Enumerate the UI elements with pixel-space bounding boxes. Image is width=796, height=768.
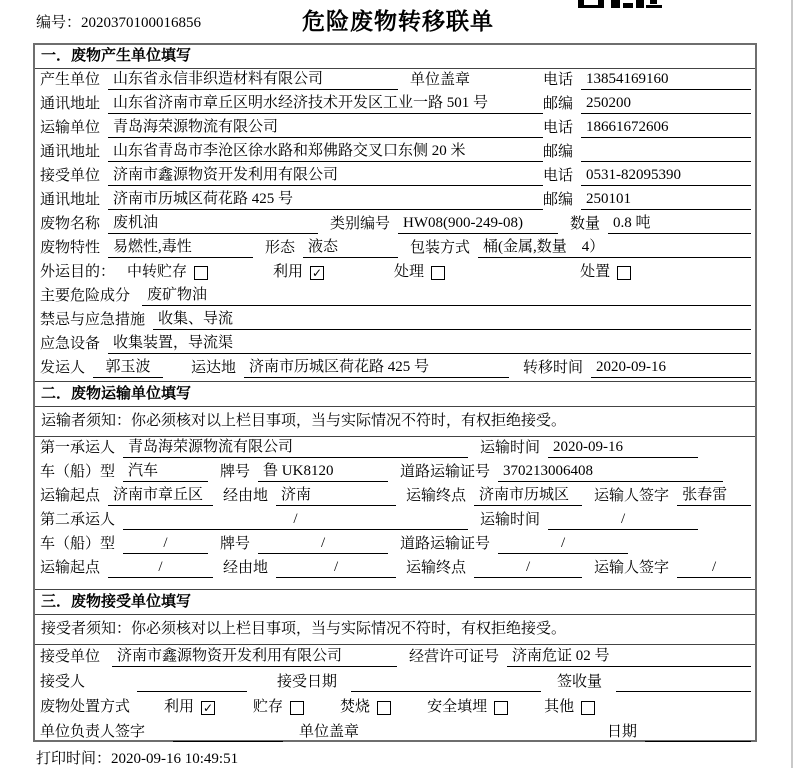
- plate2-value: /: [258, 534, 388, 554]
- transport-zip-label: 邮编: [543, 144, 574, 160]
- waste-name-value: 废机油: [108, 214, 318, 234]
- row-transport-address: [35, 141, 755, 165]
- row-transfer-purpose: [35, 261, 755, 285]
- road-permit1-value: 370213006408: [498, 462, 723, 482]
- dispatcher-value: 郭玉波: [93, 358, 163, 378]
- purpose-utilize-checkbox: ✓: [312, 266, 323, 280]
- packing-value: 桶(金属,数量 4）: [478, 238, 751, 258]
- date3-value: [645, 723, 751, 742]
- route2-sign-value: /: [677, 558, 751, 578]
- date3-label: 日期: [607, 724, 638, 740]
- route2-end-value: /: [474, 558, 582, 578]
- plate2-label: 牌号: [220, 536, 251, 552]
- unit-seal-label: 单位盖章: [410, 72, 471, 88]
- row-vehicle1: [35, 461, 755, 485]
- section-2-header: 二．废物运输单位填写: [35, 381, 755, 407]
- disposal-storage-checkbox: [290, 701, 304, 715]
- transfer-time-value: 2020-09-16: [591, 358, 751, 378]
- receive-phone-label: 电话: [543, 168, 574, 184]
- transporter-notice: 运输者须知：你必须核对以上栏目事项，当与实际情况不符时，有权拒绝接受。: [35, 407, 755, 437]
- second-carrier-value: /: [123, 510, 468, 530]
- producer-address-label: 通讯地址: [40, 96, 101, 112]
- row-acceptor: [35, 670, 755, 695]
- route2-via-label: 经由地: [223, 560, 269, 576]
- route1-start-value: 济南市章丘区: [108, 486, 213, 506]
- taboo-measures-label: 禁忌与应急措施: [40, 312, 146, 328]
- road-permit2-label: 道路运输证号: [400, 536, 491, 552]
- route2-start-value: /: [108, 558, 213, 578]
- transport-address-label: 通讯地址: [40, 144, 101, 160]
- road-permit1-label: 道路运输证号: [400, 464, 491, 480]
- row-producer-unit: [35, 69, 755, 93]
- purpose-option-dispose-label: 处置: [580, 264, 611, 280]
- section-3-header: 三．废物接受单位填写: [35, 589, 755, 615]
- waste-props-value: 易燃性,毒性: [108, 238, 253, 258]
- disposal-incinerate-label: 焚烧: [340, 699, 371, 715]
- unit-seal3-label: 单位盖章: [299, 724, 360, 740]
- responsible-signature-label: 单位负责人签字: [40, 724, 146, 740]
- emergency-equipment-label: 应急设备: [40, 336, 101, 352]
- row-dispatch: [35, 357, 755, 381]
- producer-zip-label: 邮编: [543, 96, 574, 112]
- quantity-value: 0.8 吨: [608, 214, 751, 234]
- qr-code-fragment-icon: [578, 0, 662, 9]
- page-title: 危险废物转移联单: [302, 9, 494, 34]
- row-receive-address: [35, 189, 755, 213]
- row-signature: [35, 720, 755, 745]
- dispatcher-label: 发运人: [40, 360, 86, 376]
- received-qty-value: [616, 673, 751, 692]
- route1-via-value: 济南: [276, 486, 396, 506]
- transfer-purpose-label: 外运目的：: [40, 264, 116, 280]
- disposal-other-label: 其他: [544, 699, 575, 715]
- purpose-dispose-checkbox: [617, 266, 631, 280]
- row-route1: [35, 485, 755, 509]
- vehicle-type2-value: /: [123, 534, 208, 554]
- receive-unit-label: 接受单位: [40, 168, 101, 184]
- transport-unit-value: 青岛海荣源物流有限公司: [108, 118, 543, 138]
- receive-unit-value: 济南市鑫源物资开发利用有限公司: [108, 166, 543, 186]
- receive-zip-label: 邮编: [543, 192, 574, 208]
- print-time-value: 2020-09-16 10:49:51: [111, 751, 239, 767]
- producer-phone-value: 13854169160: [581, 70, 751, 90]
- route2-start-label: 运输起点: [40, 560, 101, 576]
- disposal-method-label: 废物处置方式: [40, 699, 131, 715]
- receive-address-value: 济南市历城区荷花路 425 号: [108, 190, 543, 210]
- receive-address-label: 通讯地址: [40, 192, 101, 208]
- producer-phone-label: 电话: [542, 72, 573, 88]
- receiving-unit-value: 济南市鑫源物资开发利用有限公司: [112, 647, 397, 667]
- purpose-option-storage-label: 中转贮存: [127, 264, 188, 280]
- disposal-storage-label: 贮存: [253, 699, 284, 715]
- route1-via-label: 经由地: [223, 488, 269, 504]
- license-value: 济南危证 02 号: [507, 647, 751, 667]
- vehicle-type1-label: 车（船）型: [40, 464, 116, 480]
- route2-sign-label: 运输人签字: [594, 560, 670, 576]
- transport-time2-label: 运输时间: [480, 512, 541, 528]
- row-taboo-measures: [35, 309, 755, 333]
- destination-label: 运达地: [191, 360, 237, 376]
- plate1-label: 牌号: [220, 464, 251, 480]
- transport-zip-value: [581, 143, 751, 162]
- doc-number-label: 编号：: [36, 15, 82, 31]
- disposal-incinerate-checkbox: [377, 701, 391, 715]
- row-receiving-unit: [35, 645, 755, 670]
- row-route2: [35, 557, 755, 581]
- transport-unit-label: 运输单位: [40, 120, 101, 136]
- road-permit2-value: /: [498, 534, 628, 554]
- producer-zip-value: 250200: [581, 94, 751, 114]
- transport-time1-label: 运输时间: [480, 440, 541, 456]
- producer-unit-label: 产生单位: [40, 72, 101, 88]
- producer-address-value: 山东省济南市章丘区明水经济技术开发区工业一路 501 号: [108, 94, 543, 114]
- transport-phone-label: 电话: [543, 120, 574, 136]
- acceptor-value: [137, 673, 247, 692]
- route1-sign-label: 运输人签字: [594, 488, 670, 504]
- row-transport-unit: [35, 117, 755, 141]
- doc-number-value: 2020370100016856: [81, 15, 202, 31]
- transfer-time-label: 转移时间: [523, 360, 584, 376]
- disposal-landfill-label: 安全填埋: [427, 699, 488, 715]
- second-carrier-label: 第二承运人: [40, 512, 116, 528]
- disposal-utilize-checkbox: ✓: [203, 701, 214, 715]
- disposal-other-checkbox: [581, 701, 595, 715]
- transport-time2-value: /: [548, 510, 698, 530]
- route1-end-label: 运输终点: [406, 488, 467, 504]
- receive-zip-value: 250101: [581, 190, 751, 210]
- form-state-value: 液态: [303, 238, 398, 258]
- row-emergency-equipment: [35, 333, 755, 357]
- disposal-landfill-checkbox: [494, 701, 508, 715]
- category-code-value: HW08(900-249-08): [398, 214, 558, 234]
- purpose-option-utilize-label: 利用: [273, 264, 304, 280]
- section-2-bottom-gap: [35, 581, 755, 589]
- transport-time1-value: 2020-09-16: [548, 438, 698, 458]
- purpose-treat-checkbox: [431, 266, 445, 280]
- route1-end-value: 济南市历城区: [474, 486, 582, 506]
- route1-start-label: 运输起点: [40, 488, 101, 504]
- taboo-measures-value: 收集、导流: [153, 310, 751, 330]
- plate1-value: 鲁 UK8120: [258, 462, 388, 482]
- purpose-option-treat-label: 处理: [394, 264, 425, 280]
- category-code-label: 类别编号: [330, 216, 391, 232]
- accept-date-value: [351, 673, 541, 692]
- row-producer-address: [35, 93, 755, 117]
- route1-sign-value: 张春雷: [677, 486, 751, 506]
- row-waste-props: [35, 237, 755, 261]
- form-state-label: 形态: [265, 240, 296, 256]
- row-disposal-method: [35, 695, 755, 720]
- first-carrier-value: 青岛海荣源物流有限公司: [123, 438, 468, 458]
- waste-props-label: 废物特性: [40, 240, 101, 256]
- vehicle-type1-value: 汽车: [123, 462, 208, 482]
- quantity-label: 数量: [570, 216, 601, 232]
- page-edge-line: [791, 0, 793, 768]
- packing-label: 包装方式: [410, 240, 471, 256]
- responsible-signature-value: [173, 723, 283, 742]
- vehicle-type2-label: 车（船）型: [40, 536, 116, 552]
- transport-address-value: 山东省青岛市李沧区徐水路和郑佛路交叉口东侧 20 米: [108, 142, 543, 162]
- destination-value: 济南市历城区荷花路 425 号: [244, 358, 509, 378]
- emergency-equipment-value: 收集装置，导流渠: [108, 334, 751, 354]
- transport-phone-value: 18661672606: [581, 118, 751, 138]
- route2-via-value: /: [276, 558, 396, 578]
- producer-unit-value: 山东省永信非织造材料有限公司: [108, 70, 398, 90]
- row-waste-name: [35, 213, 755, 237]
- receive-phone-value: 0531-82095390: [581, 166, 751, 186]
- first-carrier-label: 第一承运人: [40, 440, 116, 456]
- receiving-unit-label: 接受单位: [40, 649, 101, 665]
- manifest-form-table: [33, 43, 757, 742]
- section-1-header: 一．废物产生单位填写: [35, 45, 755, 69]
- waste-name-label: 废物名称: [40, 216, 101, 232]
- row-receive-unit: [35, 165, 755, 189]
- accept-date-label: 接受日期: [277, 674, 338, 690]
- row-first-carrier: [35, 437, 755, 461]
- disposal-utilize-label: 利用: [164, 699, 195, 715]
- row-vehicle2: [35, 533, 755, 557]
- print-time-label: 打印时间：: [36, 751, 112, 767]
- hazard-component-label: 主要危险成分: [40, 288, 131, 304]
- route2-end-label: 运输终点: [406, 560, 467, 576]
- receiver-notice: 接受者须知：你必须核对以上栏目事项，当与实际情况不符时，有权拒绝接受。: [35, 615, 755, 645]
- row-second-carrier: [35, 509, 755, 533]
- print-time: [36, 747, 238, 768]
- license-label: 经营许可证号: [409, 649, 500, 665]
- purpose-storage-checkbox: [194, 266, 208, 280]
- hazard-component-value: 废矿物油: [142, 286, 751, 306]
- acceptor-label: 接受人: [40, 674, 86, 690]
- row-hazard-component: [35, 285, 755, 309]
- received-qty-label: 签收量: [557, 674, 603, 690]
